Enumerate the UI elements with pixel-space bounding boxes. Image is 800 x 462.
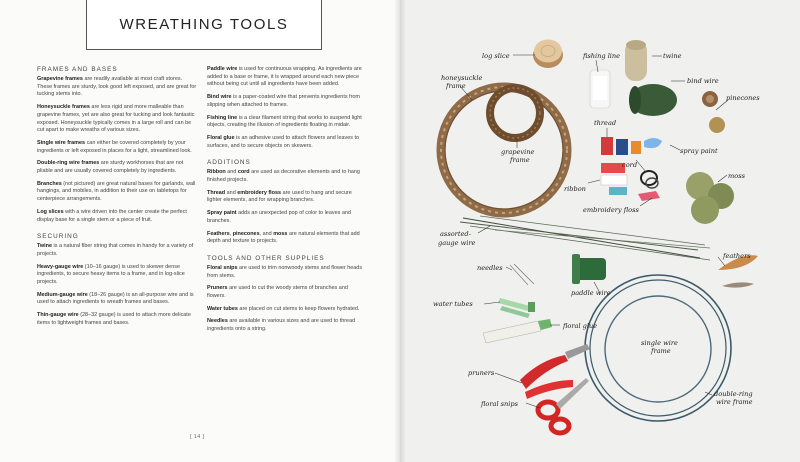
glossary-entry	[207, 66, 367, 89]
entry-term: embroidery floss	[237, 189, 282, 196]
entry-term: Log slices	[37, 208, 64, 215]
entry-term: Grapevine frames	[37, 76, 83, 82]
entry-term: moss	[273, 230, 288, 237]
entry-term: pinecones	[232, 230, 260, 237]
entry-term: Spray paint	[207, 210, 237, 217]
entry-text: , and	[259, 230, 274, 237]
label-pruners: pruners	[468, 369, 495, 377]
glossary-entry	[207, 285, 367, 300]
pruners-image	[520, 344, 590, 399]
entry-term: Ribbon	[207, 169, 226, 176]
label-grapevine-1: grapevine	[501, 148, 535, 156]
glossary-entry	[37, 243, 197, 258]
label-water-tubes: water tubes	[433, 300, 473, 308]
glossary-entry	[207, 190, 367, 205]
entry-text: are natural elements that add depth and texture to projects.	[207, 230, 360, 245]
entry-text: is a paper-coated wire that prevents ingredients from slipping when attached to frames.	[207, 94, 360, 108]
label-assorted-2: gauge wire	[438, 239, 476, 247]
entry-term: Floral snips	[207, 264, 238, 271]
tools-photo	[400, 0, 800, 462]
entry-text: are used to hang and secure lighter elements, and for wrapping branches.	[207, 189, 352, 204]
entry-text: is an adhesive used to attach flowers and leaves to surfaces, and to secure objects on skewers.	[207, 134, 360, 149]
entry-term: Paddle wire	[207, 66, 238, 72]
needles-image	[510, 264, 534, 285]
pinecones-image	[702, 91, 725, 133]
water-tubes-image	[498, 298, 535, 318]
title-box	[86, 0, 322, 50]
glossary-entry	[207, 94, 367, 109]
entry-text: (18–26 gauge) is an all-purpose wire and is used to attach ingredients to wreath frames and bases.	[37, 291, 194, 306]
glossary-entry	[37, 292, 197, 307]
label-single-wire-2: frame	[651, 347, 671, 355]
entry-text: are available in various sizes and are used to thread ingredients onto a string.	[207, 318, 356, 333]
label-floral-snips: floral snips	[481, 400, 518, 408]
entry-term: Single wire frames	[37, 139, 86, 146]
entry-text: with a wire driven into the center create the perfect display base for a single stem or a piece of fruit.	[37, 208, 187, 223]
label-ribbon: ribbon	[564, 185, 586, 193]
entry-term: Honeysuckle frames	[37, 104, 90, 111]
entry-text: and	[225, 189, 238, 196]
entry-text: is a natural fiber string that comes in handy for a variety of projects.	[37, 243, 194, 257]
label-bind-wire: bind wire	[687, 77, 719, 85]
text-column-1	[37, 66, 197, 333]
entry-text: can either be covered completely by your ingredients or left exposed in places for a light, streamlined look.	[37, 139, 192, 154]
entry-term: Twine	[37, 243, 53, 250]
section-heading: TOOLS AND OTHER SUPPLIES	[207, 254, 325, 262]
page-number: [ 14 ]	[190, 434, 205, 440]
entry-term: Bind wire	[207, 94, 232, 101]
glossary-entry	[207, 231, 367, 246]
entry-text: are less rigid and more malleable than grapevine frames, yet are also great for tucking and look fantastic exposed. Honeysuckle typically comes in a large roll and can be cut apart to make wreaths of various sizes.	[37, 104, 195, 134]
glossary-entry	[37, 160, 197, 175]
glossary-entry	[37, 140, 197, 155]
entry-text: (10–16 gauge) is used to skewer dense ingredients, to secure heavy items to a frame, and in log-slice projects.	[37, 263, 185, 286]
entry-text: is used for continuous wrapping. As ingredients are added to a base or frame, it is wrapped around each new piece without being cut until all ingredients have been added.	[207, 66, 362, 88]
entry-text: are sturdy workhorses that are not pliable and are usually covered completely by ingredients.	[37, 160, 184, 175]
paddle-wire-image	[572, 254, 606, 284]
section-heading: ADDITIONS	[207, 159, 251, 167]
entry-text: ,	[229, 230, 233, 237]
glossary-entry	[207, 318, 367, 333]
label-feathers: feathers	[723, 252, 751, 260]
entry-text: are used to cut the woody stems of branches and flowers.	[207, 285, 348, 300]
section-heading: FRAMES AND BASES	[37, 66, 118, 73]
label-honeysuckle-1: honeysuckle	[441, 74, 483, 82]
entry-text: are used as decorative elements and to hang finished projects.	[207, 169, 360, 184]
label-double-ring-2: wire frame	[716, 398, 753, 406]
label-thread: thread	[594, 119, 617, 127]
entry-text: (28–32 gauge) is used to attach more delicate items to lightweight frames and bases.	[37, 312, 191, 326]
glossary-entry	[37, 104, 197, 135]
glossary-entry	[37, 181, 197, 204]
glossary-entry	[207, 265, 367, 280]
label-double-ring-1: double-ring	[714, 390, 753, 398]
entry-text: are used to trim nonwoody stems and flower heads from stems.	[207, 264, 363, 279]
log-slice-image	[533, 40, 563, 69]
entry-term: Thin-gauge wire	[37, 312, 79, 319]
entry-term: Feathers	[207, 230, 230, 237]
entry-term: Pruners	[207, 285, 228, 292]
label-grapevine-2: frame	[510, 156, 530, 164]
entry-term: Water tubes	[207, 305, 238, 312]
label-floral-glue: floral glue	[563, 322, 598, 330]
glossary-entry	[37, 209, 197, 224]
entry-text: and	[225, 169, 238, 176]
glossary-entry	[207, 115, 367, 130]
label-log-slice: log slice	[482, 52, 510, 60]
entry-term: Double-ring wire frames	[37, 160, 100, 167]
label-pinecones: pinecones	[726, 94, 760, 102]
entry-term: Branches	[37, 180, 62, 187]
label-paddle-wire: paddle wire	[571, 289, 611, 297]
entry-text: is a clear filament string that works to suspend light objects, creating the illusion of ingredients floating in midair.	[207, 114, 362, 129]
floral-glue-image	[483, 319, 552, 343]
glossary-entry	[207, 306, 367, 314]
section-heading: SECURING	[37, 233, 79, 241]
label-assorted-1: assorted-	[440, 230, 471, 238]
glossary-entry	[207, 135, 367, 150]
entry-term: Fishing line	[207, 114, 238, 121]
entry-term: Medium-gauge wire	[37, 291, 88, 298]
cord-image	[641, 171, 658, 188]
entry-term: Thread	[207, 189, 226, 196]
twine-image	[625, 40, 647, 81]
label-twine: twine	[663, 52, 682, 60]
glossary-entry	[37, 76, 197, 99]
entry-text: adds an unexpected pop of color to leaves and branches.	[207, 210, 351, 224]
entry-term: cord	[237, 169, 250, 176]
moss-image	[686, 172, 734, 224]
thread-image	[601, 137, 641, 155]
spray-paint-image	[644, 138, 662, 148]
grapevine-frame-image	[490, 88, 540, 138]
glossary-entry	[37, 264, 197, 287]
glossary-entry	[37, 312, 197, 327]
label-single-wire-1: single wire	[641, 339, 678, 347]
label-needles: needles	[477, 264, 503, 272]
entry-text: are placed on cut stems to keep flowers hydrated.	[237, 305, 360, 312]
label-honeysuckle-2: frame	[446, 82, 466, 90]
embroidery-floss-image	[638, 191, 660, 201]
label-moss: moss	[728, 172, 745, 180]
label-fishing-line: fishing line	[583, 52, 621, 60]
label-embroidery-floss: embroidery floss	[583, 206, 639, 214]
bind-wire-image	[629, 84, 677, 116]
page-title: WREATHING TOOLS	[119, 16, 289, 33]
label-spray-paint: spray paint	[680, 147, 718, 155]
assorted-wire-image	[460, 216, 710, 260]
entry-term: Floral glue	[207, 134, 235, 141]
glossary-entry	[207, 210, 367, 225]
entry-term: Needles	[207, 318, 228, 325]
glossary-entry	[207, 169, 367, 184]
label-cord: cord	[622, 161, 638, 169]
entry-term: Heavy-gauge wire	[37, 263, 84, 270]
fishing-line-image	[590, 70, 610, 108]
entry-text: are readily available at most craft stores. These frames are sturdy, look good left exposed, and are great for tucking stems into.	[37, 76, 197, 98]
entry-text: (not pictured) are great natural bases for garlands, wall hangings, and mobiles, in addition to their use on tabletops for centerpiece arrangements.	[37, 180, 196, 203]
book-gutter	[394, 0, 406, 462]
feathers-image	[718, 255, 758, 287]
text-column-2	[207, 66, 367, 339]
